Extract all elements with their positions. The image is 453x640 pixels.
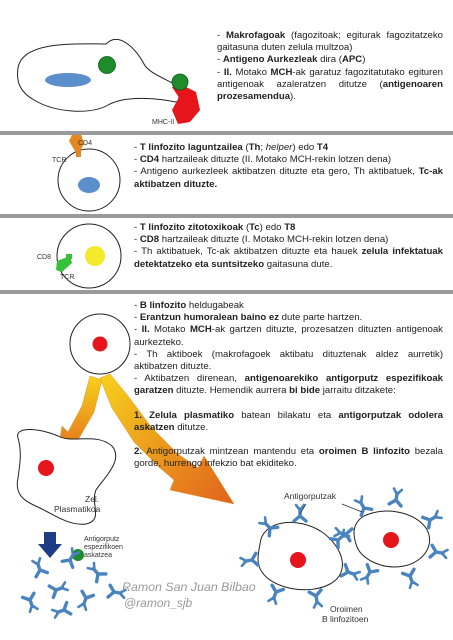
mhc-ii-receptor [172, 84, 200, 124]
signature-name: Ramon San Juan Bilbao [122, 580, 256, 594]
plasma-cell-label-1: Zel. [85, 494, 100, 504]
engulfed-antigen [99, 57, 116, 74]
t-cytotoxic-line-1: - T linfozito zitotoxikoak (Tc) edo T8 [134, 222, 296, 233]
macrophage-line-3: - II. Motako MCH-ak garatuz fagozitatutako egituren antigenoak azaleratzen ditutze (antigenoaren prozesamendua). [217, 66, 443, 103]
macrophage-nucleus [45, 73, 91, 87]
tcr-label-1: TCR [52, 157, 67, 164]
t-cytotoxic-description [134, 222, 443, 271]
t-helper-line-3: - Antigeno aurkezleek aktibatzen dituzte eta gero, Th aktibatuek, Tc-ak aktibatzen dituzte. [134, 166, 443, 190]
path-1: 1. Zelula plasmatiko batean bilakatu eta antigorputzak odolera askatzen ditutze. [134, 409, 443, 433]
macrophage [18, 39, 193, 111]
b-line-5: - Aktibatzen direnean, antigenoarekiko antigorputz espezifikoak garatzen dituzte. Hemendik aurrera bi bide jarraitu ditzakete: [134, 373, 443, 397]
released-label-3: askatzea [84, 552, 113, 559]
macrophage-line-1: - Makrofagoak (fagozitoak; egiturak fagozitatzeko gaitasuna duten zelula multzoa) [217, 30, 443, 54]
memory-b-cell-2-nucleus [383, 532, 399, 548]
b-lymphocyte-nucleus [93, 337, 108, 352]
separator-3 [0, 290, 453, 294]
t-helper-line-2: - CD4 hartzaileak dituzte (II. Motako MCH-rekin lotzen dena) [134, 154, 392, 166]
presented-antigen [172, 74, 188, 90]
released-label-2: espezifikoen [84, 544, 123, 551]
b-line-2: - Erantzun humoralean baino ez dute parte hartzen. [134, 312, 363, 324]
release-arrow [38, 532, 62, 558]
t-helper-nucleus [78, 177, 100, 193]
b-line-4: - Th aktiboek (makrofagoek aktibatu dituztenak aldez aurretik) aktibatzen dituzte. [134, 348, 444, 373]
t-helper-line-1: - T linfozito laguntzailea (Th; helper) edo T4 [134, 142, 329, 153]
t-cytotoxic-line-3: - Th aktibatuek, Tc-ak aktibatzen dituzte eta hauek zelula infektatuak detektatzeko eta suntsitzeko gaitasuna dute. [134, 246, 443, 270]
released-label-1: Antigorputz [84, 536, 120, 543]
memory-label-1: Oroimen [330, 604, 363, 614]
separator-2 [0, 214, 453, 218]
t-helper-description [134, 142, 443, 191]
macrophage-line-2: - Antigeno Aurkezleak dira (APC) [217, 54, 366, 66]
path-2: 2. Antigorputzak mintzean mantendu eta oroimen B linfozito bezala gorde, hurrengo infekzio bat ekiditeko. [134, 446, 443, 470]
antibodies-pointer-2 [342, 504, 362, 512]
b-lymphocyte-description [134, 300, 443, 470]
separator-1 [0, 131, 453, 135]
t-cytotoxic-line-2: - CD8 hartzaileak dituzte (I. Motako MCH-rekin lotzen dena) [134, 234, 389, 246]
cd4-label: CD4 [78, 140, 93, 147]
b-line-1: - B linfozito heldugabeak [134, 300, 244, 311]
memory-b-cell-1-nucleus [290, 552, 306, 568]
antibodies-label: Antigorputzak [284, 491, 336, 501]
mhc-ii-label: MHC-II [152, 119, 175, 126]
b-line-3: - II. Motako MCH-ak gartzen dituzte, prozesatzen dituzten antigenoak aurkezteko. [134, 324, 443, 348]
memory-label-2: B linfozitoen [322, 614, 369, 624]
macrophage-description [217, 30, 443, 103]
plasma-cell-label-2: Plasmatikoa [54, 504, 101, 514]
plasma-cell-nucleus [38, 460, 54, 476]
signature-handle: @ramon_sjb [124, 596, 193, 610]
cd8-label: CD8 [37, 254, 52, 261]
tcr-label-2: TCR [60, 274, 75, 281]
t-cytotoxic-nucleus [85, 246, 105, 266]
